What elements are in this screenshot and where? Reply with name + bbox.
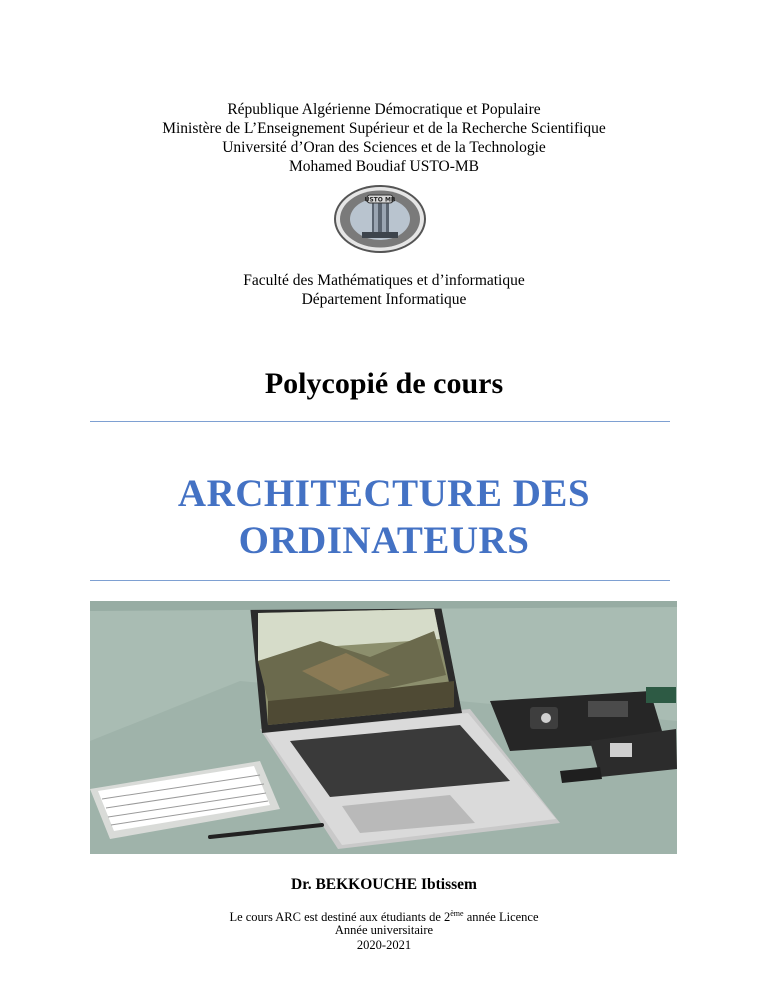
year-label: Année universitaire [334, 923, 434, 937]
title-line-1: ARCHITECTURE DES [177, 472, 591, 515]
document-title [60, 470, 708, 564]
republic-line: République Algérienne Démocratique et Populaire [227, 101, 541, 118]
university-seal-logo [332, 183, 428, 255]
ministry-line: Ministère de L’Enseignement Supérieur et de la Recherche Scientifique [162, 120, 606, 137]
author-name: Dr. BEKKOUCHE Ibtissem [291, 876, 477, 893]
course-sup: ème [450, 909, 464, 918]
faculty-line: Faculté des Mathématiques et d’informatique [243, 272, 525, 289]
title-line-2: ORDINATEURS [238, 519, 530, 562]
department-line: Département Informatique [301, 291, 467, 308]
document-type: Polycopié de cours [264, 367, 504, 400]
laptop-keyboard-components-illustration [90, 601, 677, 854]
university-name-line: Mohamed Boudiaf USTO-MB [288, 158, 479, 175]
divider-bottom [90, 580, 670, 581]
course-suffix: année Licence [463, 910, 539, 924]
academic-year: 2020-2021 [356, 938, 412, 952]
course-description [0, 907, 768, 924]
logo-text: USTO MB [364, 196, 396, 204]
university-line: Université d’Oran des Sciences et de la Technologie [222, 139, 546, 156]
divider-top [90, 421, 670, 422]
course-prefix: Le cours ARC est destiné aux étudiants de 2 [229, 910, 451, 924]
